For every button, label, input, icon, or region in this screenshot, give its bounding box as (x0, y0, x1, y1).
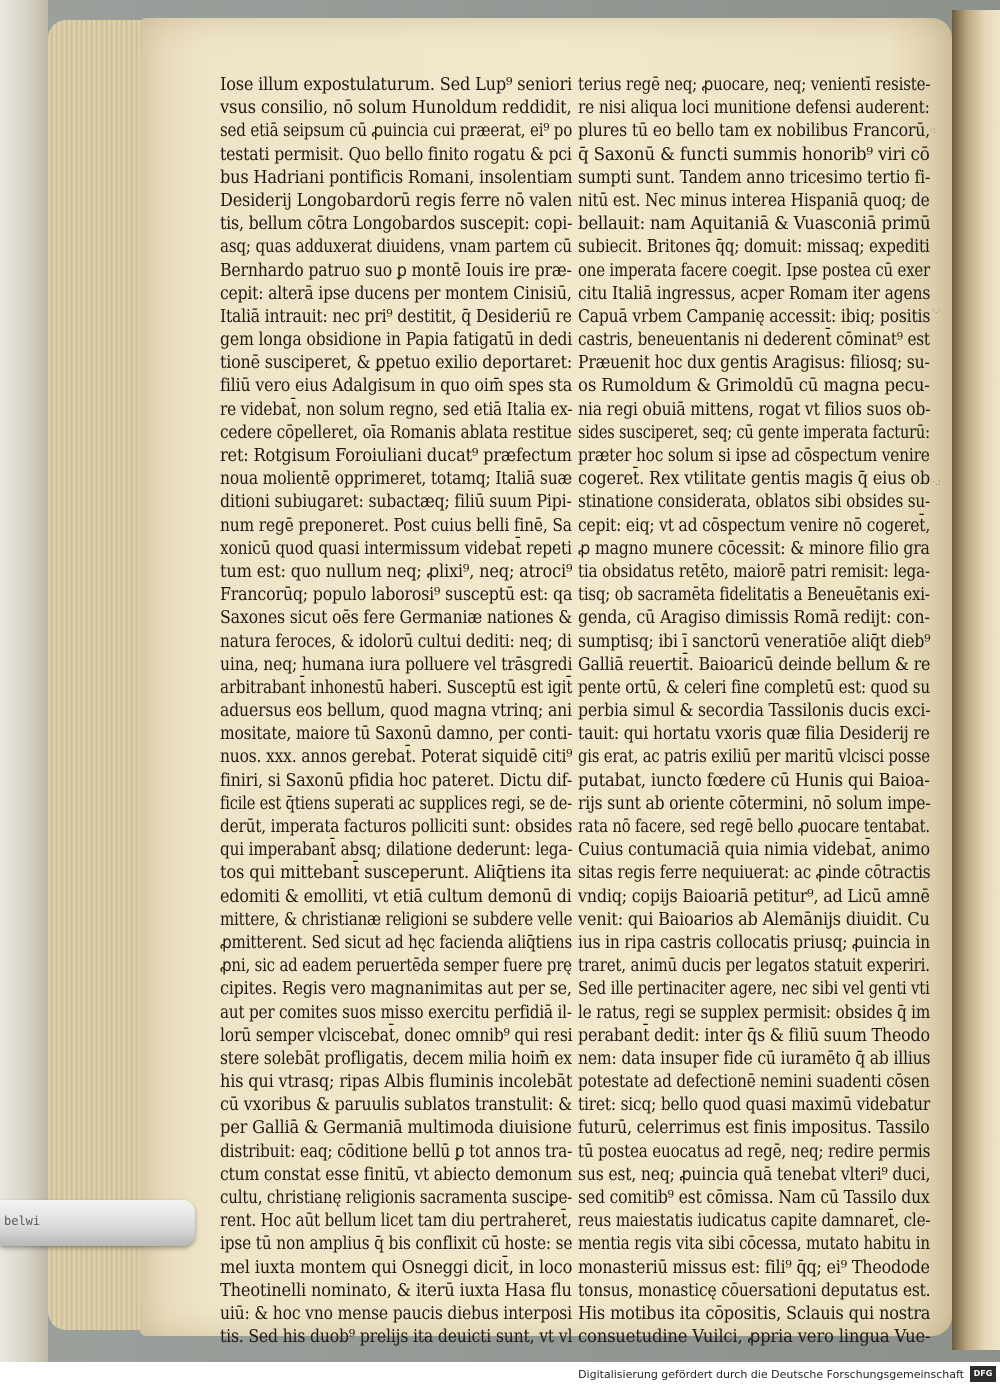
text-line: Præuenit hoc dux gentis Aragisus: filiosq; su- (578, 353, 930, 374)
text-line: tiret: sicq; bello quod quasi maximū videbatur (578, 1095, 931, 1116)
text-line: gem longa obsidione in Papia fatigatū in dedi (220, 330, 573, 351)
text-line: per Galliā & Germaniā multimoda diuisione (220, 1118, 572, 1139)
text-line: plures tū eo bello tam ex nobilibus Francorū, (578, 121, 930, 142)
text-line: Galliā reuertit̄. Baioaricū deinde bellum & re (578, 654, 931, 675)
text-line: venit: qui Baioarios ab Alemānijs diuidit. Cu (578, 909, 930, 930)
holder-strip-label: belwi (4, 1214, 41, 1228)
text-line: tis, bellum cōtra Longobardos suscepit: copi- (220, 214, 573, 235)
text-line: traret, animū ducis per legatos statuit experiri. (578, 956, 930, 977)
text-line: sitas regis ferre nequiuerat: ac ꝓinde cōtractis (578, 863, 931, 884)
text-line: ꝓmitterent. Sed sicut ad hęc facienda aliq̄tiens (220, 932, 573, 953)
text-line: pente ortū, & celeri fine completū est: quod su (578, 677, 930, 698)
dfg-logo-icon: DFG (970, 1366, 996, 1382)
book-cover-board (0, 0, 48, 1362)
text-line: ret: Rotgisum Foroiuliani ducat⁹ præfectum (220, 446, 572, 466)
text-line: reus maiestatis iudicatus capite damnaret̄, cle- (578, 1211, 931, 1232)
page-edges (48, 20, 148, 1330)
text-line: nem: data insuper fide cū iuramēto q̄ ab illius (578, 1048, 931, 1069)
text-line: derūt, imperata facturos polliciti sunt: obsides (220, 817, 573, 837)
text-line: sumptisq; ibi ī sanctorū veneratiōe aliq̄t dieb⁹ (578, 631, 931, 652)
text-line: nitū est. Nec minus interea Hispaniā quoq; de (578, 190, 930, 211)
text-line: tū postea euocatus ad regē, neq; redire permis (578, 1141, 931, 1162)
text-line: vndiq; copijs Baioariā petitur⁹, ad Licū amnē (578, 886, 930, 907)
text-line: uiū: & hoc vno mense paucis diebus interposi (220, 1303, 572, 1324)
text-line: ꝓni, sic ad eadem peruertēda semper fuere prę (220, 956, 572, 977)
text-line: sed etiā seipsum cū ꝓuincia cui præerat, ei⁹ po (220, 121, 573, 142)
text-line: cū vxoribus & paruulis sublatos transtulit: & (220, 1095, 573, 1116)
text-line: Cuius contumaciā quia nimia videbat̄, animo (578, 840, 930, 861)
text-line: cogeret̄. Rex vtilitate gentis magis q̄ eius ob (578, 469, 931, 490)
text-line: rent. Hoc aūt bellum licet tam diu pertraheret̄, (220, 1211, 572, 1232)
text-line: subiecit. Britones q̄q; domuit: missaq; expediti (578, 237, 930, 258)
text-line: distribuit: eaq; cōditione bellū ꝑ tot annos tra- (220, 1141, 573, 1162)
text-line: tauit: qui hortatu vxoris quæ filia Desiderij re (578, 724, 930, 745)
margin-mark: ·.· (932, 306, 941, 316)
text-line: one imperata facere coegit. Ipse postea cū exer (578, 260, 930, 281)
text-line: finiri, si Saxonū pfidia hoc pateret. Dictu dif- (220, 770, 573, 791)
text-line: gis erat, ac patris exiliū per maritū vlcisci posse (578, 747, 930, 768)
text-line: cultu, christianę religionis sacramenta susciꝑe- (220, 1188, 573, 1208)
text-line: sed comitib⁹ est cōmissa. Nam cū Tassilo dux (578, 1188, 930, 1208)
text-line: uina, neq; humana iura polluere vel trāsgredi (220, 654, 573, 675)
right-text-column (578, 74, 930, 1349)
text-line: le ratus, regi se supplex permisit: obsides q̄ im (578, 1002, 931, 1023)
text-line: cepit: alterā ipse ducens per montem Cinisiū, (220, 283, 572, 304)
text-line: arbitrabant̄ inhonestū haberi. Susceptū est igit̄ (220, 677, 573, 698)
text-line: qui imperabant̄ absq; dilatione dederunt: lega- (220, 840, 573, 861)
text-line: aut per comites suos misso exercitu perfidiā il- (220, 1002, 572, 1023)
text-line: præter hoc solum si ipse ad cōspectum venire (578, 446, 930, 466)
text-line: filiū vero eius Adalgisum in quo oim̄ spes sta (220, 376, 572, 397)
text-line: consuetudine Vuilci, ꝓpria vero lingua Vue- (578, 1327, 931, 1348)
text-line: citu Italiā ingressus, acper Romam iter agens (578, 283, 931, 304)
text-line: tum est: quo nullum neq; ꝓlixi⁹, neq; atroci⁹ (220, 561, 573, 582)
text-line: bus Hadriani pontificis Romani, insolentiam (220, 167, 573, 188)
text-line: mel iuxta montem qui Osneggi dicit̄, in loco (220, 1257, 573, 1278)
margin-mark: ·.: (932, 478, 941, 488)
text-line: lorū semper vlciscebat̄, donec omnib⁹ qui resi (220, 1025, 573, 1046)
text-line: perbia simul & secordia Tassilonis ducis exci- (578, 701, 931, 722)
text-line: ctum constat esse finitū, vt abiecto demonum (220, 1164, 573, 1185)
text-line: sumpti sunt. Tandem anno tricesimo tertio fi- (578, 167, 931, 188)
text-line: ficile est q̄tiens superati ac supplices regi, se de- (220, 793, 572, 814)
text-line: noua molientē opprimeret, totamq; Italiā suæ (220, 469, 572, 490)
text-line: stere solebāt profligatis, decem milia hoim̄ ex (220, 1048, 572, 1069)
text-line: rata nō facere, sed regē bello ꝓuocare tentabat. (578, 817, 930, 837)
text-line: Desiderij Longobardorū regis ferre nō valen (220, 190, 572, 211)
text-line: Italiā intrauit: nec pri⁹ destitit, q̄ Desideriū re (220, 306, 572, 327)
text-line: perabant̄ dedit: inter q̄s & filiū suum Theodo (578, 1025, 930, 1046)
text-line: cepit: eiq; vt ad cōspectum venire nō cogeret̄, (578, 515, 931, 536)
text-line: putabat, iuncto fœdere cū Hunis qui Baioa- (578, 770, 930, 791)
text-line: potestate ad defectionē nemini suadenti cōsen (578, 1072, 930, 1093)
text-line: tos qui mittebant̄ susceperunt. Aliq̄tiens ita (220, 863, 572, 884)
text-line: asq; quas adduxerat diuidens, vnam partem cū (220, 237, 572, 258)
text-line: natura feroces, & idolorū cultui dediti: neq; di (220, 631, 572, 652)
text-line: futurū, celerrimus est finis impositus. Tassilo (578, 1118, 930, 1139)
left-text-column (220, 74, 572, 1349)
text-line: Bernhardo patruo suo ꝑ montē Iouis ire præ- (220, 260, 572, 281)
text-line: ius in ripa castris collocatis priusq; ꝓuincia in (578, 932, 930, 953)
text-line: nia regi obuiā mittens, rogat vt filios suos ob- (578, 399, 931, 420)
text-line: his qui vtrasq; ripas Albis fluminis incolebāt (220, 1072, 573, 1093)
text-line: os Rumoldum & Grimoldū cū magna pecu- (578, 376, 930, 397)
text-line: aduersus eos bellum, quod magna vtrinq; ani (220, 701, 572, 722)
text-line: sides susciperet, seq; cū gente imperata facturū: (578, 422, 930, 443)
text-line: vsus consilio, nō solum Hunoldum reddidit, (220, 98, 572, 119)
text-line: num regē preponeret. Post cuius belli finē, Sa (220, 515, 572, 536)
text-line: mittere, & christianæ religioni se subdere velle (220, 909, 573, 930)
text-line: edomiti & emolliti, vt etiā cultum demonū di (220, 886, 572, 907)
text-line: rijs sunt ab oriente cōtermini, nō solum impe- (578, 793, 931, 814)
text-line: Iose illum expostulaturum. Sed Lup⁹ seniori (220, 75, 572, 95)
text-line: Francorūq; populo laborosi⁹ susceptū est: qa (220, 585, 573, 606)
funding-credit: Digitalisierung gefördert durch die Deutsche Forschungsgemeinschaft (578, 1368, 964, 1381)
text-line: mentia regis vita sibi cōcessa, mutato habitu in (578, 1234, 930, 1255)
text-line: xonicū quod quasi intermissum videbat̄ repeti (220, 538, 572, 559)
text-line: tis. Sed his duob⁹ prelijs ita deuicti sunt, vt vl (220, 1327, 573, 1348)
margin-mark: ·: (930, 126, 936, 136)
text-line: cipites. Regis vero magnanimitas aut per se, (220, 979, 572, 1000)
text-line: ipse tū non amplius q̄ bis conflixit cū hoste: se (220, 1234, 573, 1255)
text-line: monasteriū missus est: fili⁹ q̄q; ei⁹ Theodode (578, 1257, 930, 1278)
text-line: genda, cū Aragiso dimissis Romā redijt: con- (578, 608, 930, 629)
text-line: Sed ille pertinaciter agere, nec sibi vel genti vti (578, 979, 930, 1000)
text-line: mositate, maiore tū Saxonū damno, per conti- (220, 724, 573, 745)
text-line: His motibus ita cōpositis, Sclauis qui nostra (578, 1303, 931, 1324)
text-line: tionē susciperet, & ꝑpetuo exilio deportaret: (220, 353, 573, 374)
text-line: tisq; ob sacramēta fidelitatis a Beneuētanis exi- (578, 585, 930, 606)
text-line: sus est, neq; ꝓuincia quā tenebat vlteri⁹ duci, (578, 1164, 931, 1185)
text-line: Saxones sicut oēs fere Germaniæ nationes & (220, 608, 573, 629)
text-line: nuos. xxx. annos gerebat̄. Poterat siquidē citi⁹ (220, 747, 573, 768)
text-line: ditioni subiugaret: subactæq; filiū suum Pipi- (220, 492, 572, 513)
text-line: Theotinelli nominato, & iterū iuxta Hasa flu (220, 1280, 572, 1301)
text-line: castris, beneuentanis ni dederent̄ cōminat⁹ est (578, 330, 930, 351)
text-line: stinatione considerata, oblatos sibi obsides su- (578, 492, 931, 513)
text-line: tia obsidatus retēto, maiorē patri remisit: lega- (578, 561, 930, 582)
text-line: terius regē neq; ꝓuocare, neq; venientī resiste- (578, 75, 931, 95)
text-line: re nisi aliqua loci munitione defensi auderent: (578, 98, 930, 119)
text-line: bellauit: nam Aquitaniā & Vuasconiā primū (578, 214, 931, 235)
text-line: q̄ Saxonū & functi summis honorib⁹ viri cō (578, 144, 930, 165)
text-line: Capuā vrbem Campanię accessit: ibiq; positis (578, 306, 931, 327)
text-line: re videbat̄, non solum regno, sed etiā Italia ex- (220, 399, 573, 420)
book-gutter (952, 10, 1000, 1350)
text-line: ꝓ magno munere cōcessit: & minore filio gra (578, 538, 930, 559)
text-line: cedere cōpelleret, oīa Romanis ablata restitue (220, 422, 572, 443)
footer-bar (0, 1362, 1000, 1388)
text-line: testati permisit. Quo bello finito rogatu & pci (220, 144, 572, 165)
text-line: tonsus, monasticę cōuersationi deputatus est. (578, 1280, 931, 1301)
